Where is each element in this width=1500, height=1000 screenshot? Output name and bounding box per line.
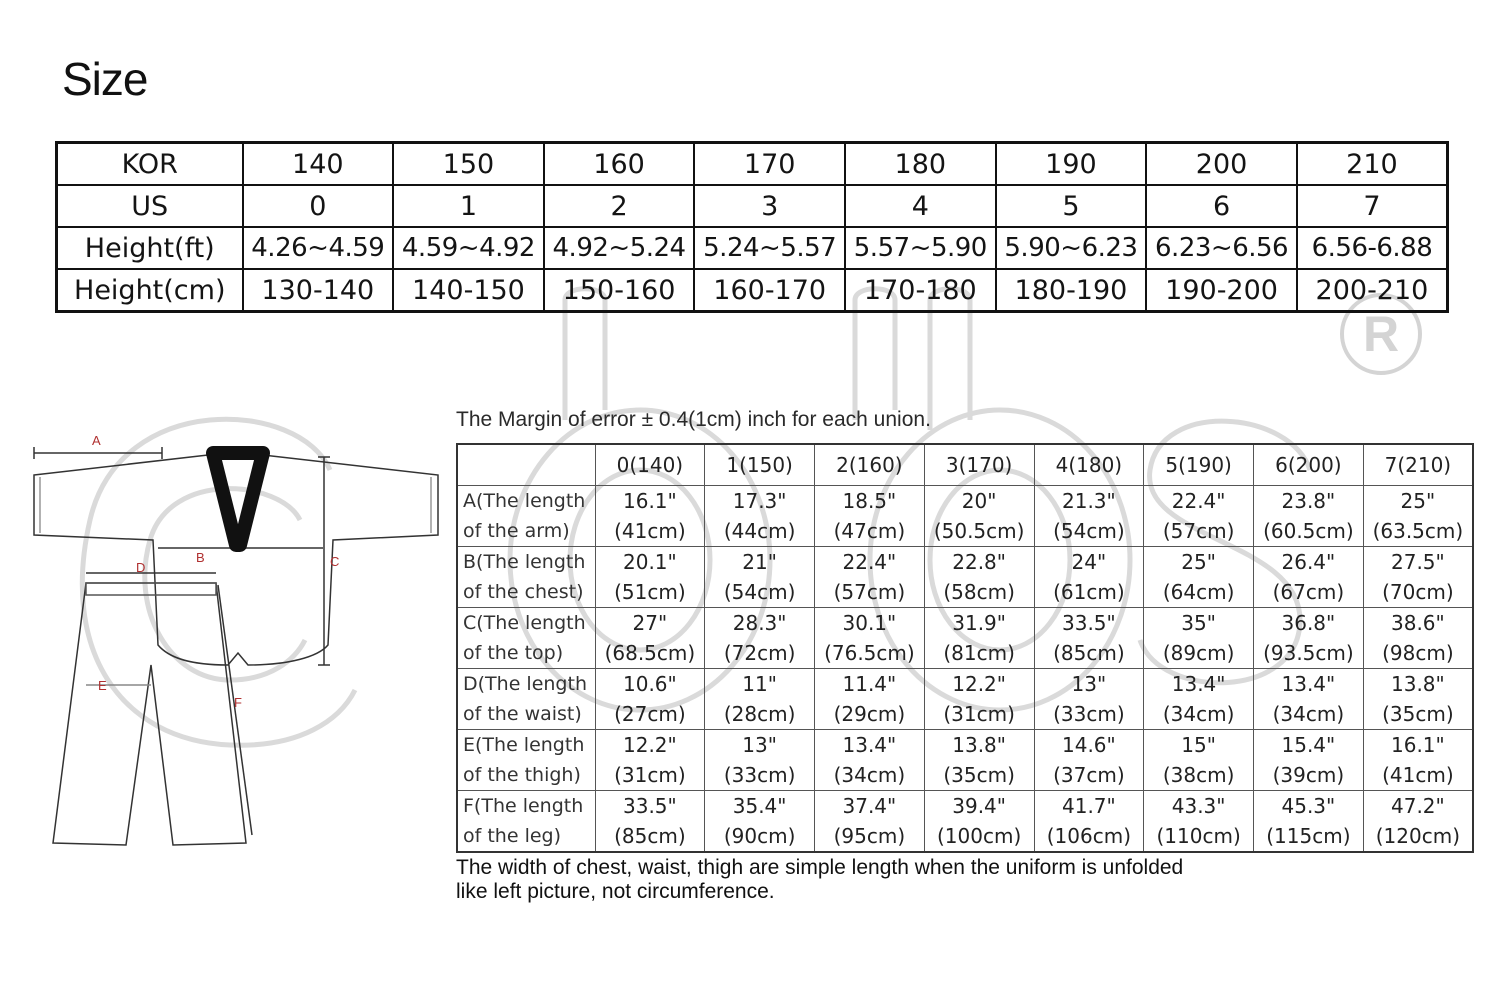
measurement-cell (1363, 608, 1473, 669)
table-row (457, 669, 1473, 730)
measurement-cell (815, 730, 925, 791)
column-header: 5(190) (1144, 444, 1254, 486)
inch-value: 47.2" (1391, 794, 1445, 818)
inch-value: 27" (632, 611, 668, 635)
table-row (457, 486, 1473, 547)
inch-value: 22.8" (952, 550, 1006, 574)
measurement-cell (1363, 791, 1473, 853)
cm-value: (115cm) (1266, 824, 1351, 848)
table-cell: 0 (243, 185, 394, 227)
cm-value: (81cm) (943, 641, 1015, 665)
measurement-cell (1144, 730, 1254, 791)
cm-value: (85cm) (1053, 641, 1125, 665)
cm-value: (29cm) (833, 702, 906, 726)
row-label-height-cm: Height(cm) (57, 269, 243, 312)
cm-value: (120cm) (1375, 824, 1460, 848)
cm-value: (51cm) (614, 580, 686, 604)
table-cell: 170 (694, 143, 845, 186)
cm-value: (58cm) (943, 580, 1015, 604)
diagram-label-e: E (98, 678, 107, 693)
table-cell: 200-210 (1297, 269, 1448, 312)
table-cell: 5.57~5.90 (845, 227, 996, 269)
measurement-cell (924, 791, 1034, 853)
measurement-cell (1144, 791, 1254, 853)
inch-value: 36.8" (1281, 611, 1336, 635)
inch-value: 13.4" (1281, 672, 1336, 696)
inch-value: 23.8" (1281, 489, 1336, 513)
measurement-cell (1254, 608, 1364, 669)
measurement-cell (815, 547, 925, 608)
inch-value: 20.1" (623, 550, 677, 574)
cm-value: (60.5cm) (1263, 519, 1354, 543)
measurement-cell (705, 608, 815, 669)
cm-value: (35cm) (943, 763, 1015, 787)
inch-value: 13.8" (1391, 672, 1445, 696)
inch-value: 31.9" (952, 611, 1006, 635)
inch-value: 41.7" (1062, 794, 1116, 818)
table-cell: 180 (845, 143, 996, 186)
measurement-cell (1034, 486, 1144, 547)
cm-value: (41cm) (614, 519, 686, 543)
inch-value: 38.6" (1391, 611, 1445, 635)
row-label (457, 730, 595, 791)
row-label-line: of the chest) (463, 581, 584, 603)
uniform-diagram (28, 425, 448, 865)
note-line-1: The width of chest, waist, thigh are simple length when the uniform is unfolded (456, 856, 1184, 879)
table-cell: 5.24~5.57 (694, 227, 845, 269)
cm-value: (63.5cm) (1372, 519, 1464, 543)
table-cell: 7 (1297, 185, 1448, 227)
cm-value: (34cm) (1272, 702, 1345, 726)
row-label-line: D(The length (463, 673, 587, 695)
cm-value: (39cm) (1272, 763, 1345, 787)
measurement-cell (1034, 791, 1144, 853)
table-cell: 170-180 (845, 269, 996, 312)
measurement-cell (924, 608, 1034, 669)
inch-value: 12.2" (623, 733, 677, 757)
table-cell: 5 (996, 185, 1147, 227)
table-cell: 6.23~6.56 (1146, 227, 1297, 269)
cm-value: (28cm) (723, 702, 796, 726)
inch-value: 45.3" (1281, 794, 1336, 818)
table-row (57, 143, 1448, 186)
table-cell: 130-140 (243, 269, 394, 312)
measurement-table-body (457, 486, 1473, 853)
table-row (457, 608, 1473, 669)
margin-of-error-note: The Margin of error ± 0.4(1cm) inch for each union. (456, 408, 931, 431)
measurement-cell (1363, 730, 1473, 791)
inch-value: 22.4" (842, 550, 897, 574)
measurement-cell (1254, 669, 1364, 730)
measurement-cell (595, 486, 705, 547)
table-cell: 4 (845, 185, 996, 227)
cm-value: (57cm) (833, 580, 906, 604)
measurement-cell (924, 669, 1034, 730)
inch-value: 25" (1400, 489, 1436, 513)
inch-value: 35.4" (732, 794, 787, 818)
measurement-cell (1034, 608, 1144, 669)
cm-value: (54cm) (1053, 519, 1125, 543)
inch-value: 16.1" (623, 489, 677, 513)
row-label (457, 608, 595, 669)
measurement-cell (595, 791, 705, 853)
measurement-cell (815, 791, 925, 853)
cm-value: (54cm) (723, 580, 796, 604)
measurement-cell (1144, 608, 1254, 669)
measurement-cell (815, 608, 925, 669)
measurement-cell (595, 669, 705, 730)
cm-value: (85cm) (614, 824, 686, 848)
diagram-label-b: B (196, 550, 205, 565)
table-row (457, 547, 1473, 608)
measurement-cell (815, 669, 925, 730)
cm-value: (95cm) (833, 824, 906, 848)
cm-value: (64cm) (1162, 580, 1235, 604)
table-cell: 4.26~4.59 (243, 227, 394, 269)
table-cell: 150-160 (544, 269, 695, 312)
cm-value: (31cm) (943, 702, 1015, 726)
row-label-height-ft: Height(ft) (57, 227, 243, 269)
cm-value: (41cm) (1382, 763, 1454, 787)
measurement-cell (924, 547, 1034, 608)
inch-value: 30.1" (842, 611, 897, 635)
inch-value: 17.3" (732, 489, 787, 513)
table-row (57, 269, 1448, 312)
column-header: 1(150) (705, 444, 815, 486)
inch-value: 12.2" (952, 672, 1006, 696)
unfolded-width-note (456, 856, 1183, 904)
inch-value: 13" (742, 733, 777, 757)
cm-value: (33cm) (1053, 702, 1125, 726)
table-row (457, 730, 1473, 791)
inch-value: 14.6" (1062, 733, 1116, 757)
page-title: Size (62, 53, 148, 105)
measurement-cell (924, 730, 1034, 791)
header-corner (457, 444, 595, 486)
measurement-cell (815, 486, 925, 547)
cm-value: (93.5cm) (1263, 641, 1354, 665)
measurement-cell (705, 547, 815, 608)
inch-value: 13.8" (952, 733, 1006, 757)
row-label-line: F(The length (463, 795, 584, 817)
measurement-table (456, 443, 1474, 853)
row-label (457, 547, 595, 608)
diagram-label-c: C (330, 554, 340, 569)
table-cell: 160 (544, 143, 695, 186)
row-label (457, 791, 595, 853)
table-cell: 180-190 (996, 269, 1147, 312)
measurement-cell (1144, 669, 1254, 730)
measurement-cell (1144, 547, 1254, 608)
column-header: 3(170) (924, 444, 1034, 486)
column-header: 7(210) (1363, 444, 1473, 486)
measurement-cell (595, 547, 705, 608)
table-cell: 160-170 (694, 269, 845, 312)
measurement-cell (1363, 669, 1473, 730)
table-cell: 1 (393, 185, 544, 227)
cm-value: (90cm) (723, 824, 796, 848)
cm-value: (100cm) (936, 824, 1022, 848)
row-label-line: of the thigh) (463, 764, 581, 786)
cm-value: (50.5cm) (933, 519, 1025, 543)
column-header: 0(140) (595, 444, 705, 486)
measurement-cell (924, 486, 1034, 547)
measurement-cell (1034, 730, 1144, 791)
table-cell: 4.92~5.24 (544, 227, 695, 269)
row-label-line: of the arm) (463, 520, 570, 542)
measurement-cell (1034, 669, 1144, 730)
table-cell: 190-200 (1146, 269, 1297, 312)
diagram-label-f: F (234, 695, 242, 710)
measurement-cell (1363, 547, 1473, 608)
table-cell: 2 (544, 185, 695, 227)
inch-value: 15" (1181, 733, 1216, 757)
row-label-line: A(The length (463, 490, 586, 512)
measurement-cell (1254, 486, 1364, 547)
table-row (457, 791, 1473, 853)
inch-value: 13" (1071, 672, 1107, 696)
measurement-cell (595, 730, 705, 791)
inch-value: 18.5" (842, 489, 897, 513)
row-label (457, 669, 595, 730)
inch-value: 16.1" (1391, 733, 1445, 757)
inch-value: 33.5" (1062, 611, 1116, 635)
cm-value: (68.5cm) (604, 641, 696, 665)
row-label-kor: KOR (57, 143, 243, 186)
row-label-line: of the top) (463, 642, 564, 664)
measurement-cell (1034, 547, 1144, 608)
table-cell: 6.56-6.88 (1297, 227, 1448, 269)
inch-value: 33.5" (623, 794, 677, 818)
cm-value: (70cm) (1382, 580, 1454, 604)
registered-mark: R (1340, 293, 1422, 375)
inch-value: 21" (742, 550, 777, 574)
measurement-cell (1363, 486, 1473, 547)
inch-value: 43.3" (1171, 794, 1226, 818)
measurement-cell (595, 608, 705, 669)
measurement-cell (705, 669, 815, 730)
inch-value: 26.4" (1281, 550, 1336, 574)
size-conversion-table (55, 141, 1449, 313)
inch-value: 10.6" (623, 672, 677, 696)
table-cell: 210 (1297, 143, 1448, 186)
table-cell: 140 (243, 143, 394, 186)
inch-value: 28.3" (732, 611, 787, 635)
table-row (57, 185, 1448, 227)
note-line-2: like left picture, not circumference. (456, 880, 775, 903)
inch-value: 21.3" (1062, 489, 1116, 513)
cm-value: (27cm) (614, 702, 686, 726)
cm-value: (47cm) (833, 519, 906, 543)
cm-value: (57cm) (1162, 519, 1235, 543)
row-label-line: E(The length (463, 734, 585, 756)
table-cell: 200 (1146, 143, 1297, 186)
cm-value: (34cm) (833, 763, 906, 787)
cm-value: (44cm) (723, 519, 796, 543)
cm-value: (89cm) (1162, 641, 1235, 665)
row-label-us: US (57, 185, 243, 227)
inch-value: 25" (1181, 550, 1216, 574)
measurement-cell (1254, 791, 1364, 853)
row-label-line: of the leg) (463, 825, 562, 847)
measurement-cell (1254, 730, 1364, 791)
inch-value: 37.4" (842, 794, 897, 818)
measurement-cell (705, 486, 815, 547)
diagram-label-d: D (136, 560, 146, 575)
column-header: 4(180) (1034, 444, 1144, 486)
inch-value: 22.4" (1171, 489, 1226, 513)
cm-value: (37cm) (1053, 763, 1125, 787)
inch-value: 11" (742, 672, 777, 696)
cm-value: (34cm) (1162, 702, 1235, 726)
cm-value: (33cm) (723, 763, 796, 787)
inch-value: 13.4" (1171, 672, 1226, 696)
cm-value: (106cm) (1046, 824, 1131, 848)
cm-value: (110cm) (1156, 824, 1241, 848)
column-header: 2(160) (815, 444, 925, 486)
column-header: 6(200) (1254, 444, 1364, 486)
diagram-label-a: A (92, 433, 101, 448)
cm-value: (76.5cm) (824, 641, 915, 665)
table-header-row (457, 444, 1473, 486)
table-cell: 3 (694, 185, 845, 227)
inch-value: 15.4" (1281, 733, 1336, 757)
cm-value: (35cm) (1382, 702, 1454, 726)
cm-value: (72cm) (723, 641, 796, 665)
cm-value: (31cm) (614, 763, 686, 787)
table-row (57, 227, 1448, 269)
row-label-line: C(The length (463, 612, 586, 634)
collar-shape (213, 453, 263, 545)
measurement-cell (705, 730, 815, 791)
table-cell: 150 (393, 143, 544, 186)
row-label-line: of the waist) (463, 703, 582, 725)
inch-value: 27.5" (1391, 550, 1445, 574)
inch-value: 20" (961, 489, 997, 513)
measurement-cell (1144, 486, 1254, 547)
row-label-line: B(The length (463, 551, 586, 573)
inch-value: 11.4" (842, 672, 897, 696)
inch-value: 39.4" (952, 794, 1006, 818)
cm-value: (98cm) (1382, 641, 1454, 665)
table-cell: 6 (1146, 185, 1297, 227)
table-cell: 190 (996, 143, 1147, 186)
table-cell: 4.59~4.92 (393, 227, 544, 269)
measurement-cell (705, 791, 815, 853)
inch-value: 24" (1071, 550, 1107, 574)
cm-value: (38cm) (1162, 763, 1235, 787)
inch-value: 35" (1181, 611, 1216, 635)
inch-value: 13.4" (842, 733, 897, 757)
table-cell: 5.90~6.23 (996, 227, 1147, 269)
measurement-cell (1254, 547, 1364, 608)
table-cell: 140-150 (393, 269, 544, 312)
row-label (457, 486, 595, 547)
cm-value: (67cm) (1272, 580, 1345, 604)
cm-value: (61cm) (1053, 580, 1125, 604)
